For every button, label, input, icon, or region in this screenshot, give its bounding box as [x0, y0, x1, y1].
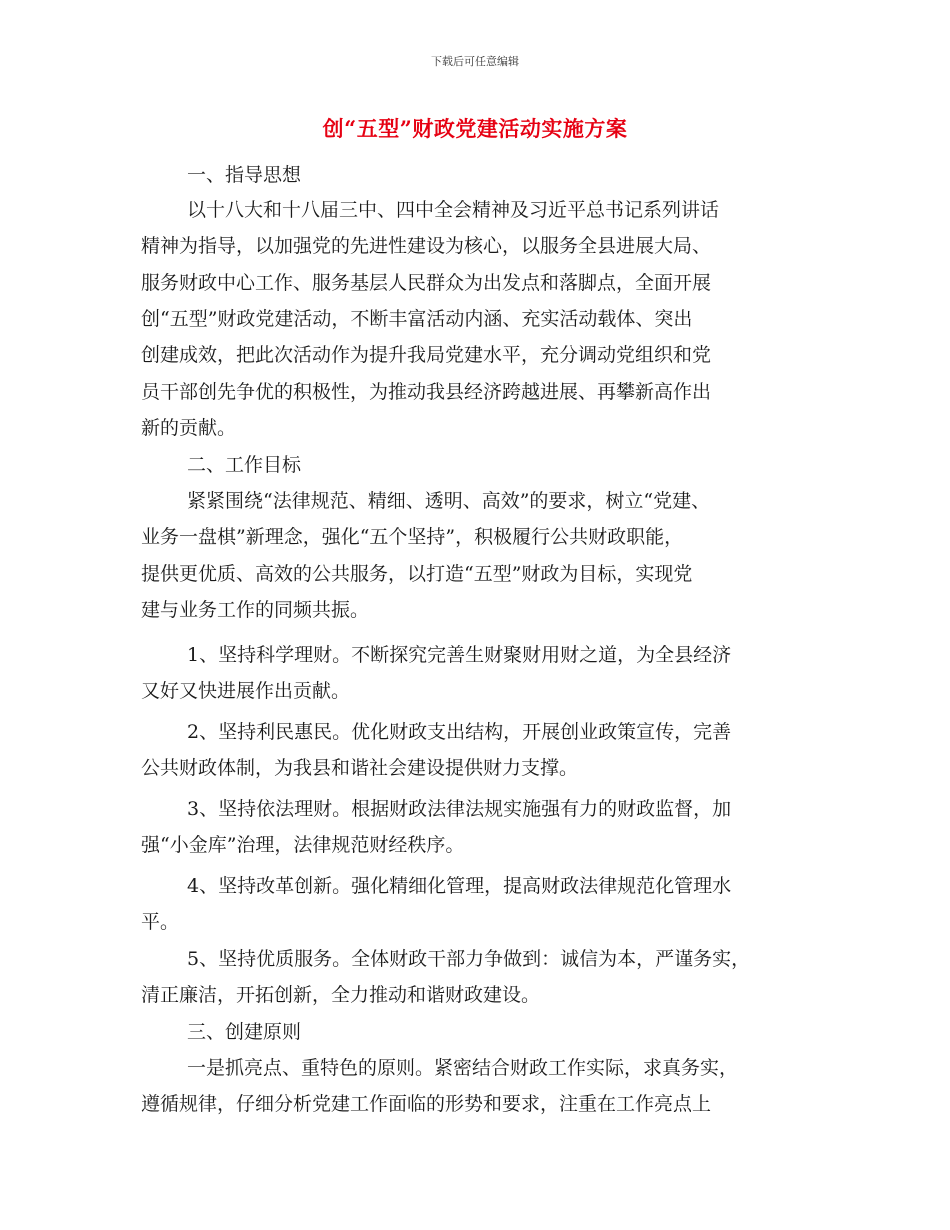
body-line: 4、坚持改革创新。强化精细化管理，提高财政法律规范化管理水	[187, 875, 732, 897]
body-line: 平。	[141, 911, 180, 933]
body-line: 一是抓亮点、重特色的原则。紧密结合财政工作实际，求真务实，	[187, 1057, 739, 1079]
body-line: 又好又快进展作出贡献。	[141, 680, 351, 702]
body-line: 业务一盘棋”新理念，强化“五个坚持”，积极履行公共财政职能，	[141, 526, 684, 548]
body-line: 1、坚持科学理财。不断探究完善生财聚财用财之道，为全县经济	[187, 644, 732, 666]
body-line: 公共财政体制，为我县和谐社会建设提供财力支撑。	[141, 757, 579, 779]
body-line: 服务财政中心工作、服务基层人民群众为出发点和落脚点，全面开展	[141, 272, 712, 294]
body-line: 创“五型”财政党建活动，不断丰富活动内涵、充实活动载体、突出	[141, 308, 693, 330]
document-title: 创“五型”财政党建活动实施方案	[322, 116, 628, 141]
body-line: 2、坚持利民惠民。优化财政支出结构，开展创业政策宣传，完善	[187, 721, 732, 743]
body-line: 一、指导思想	[187, 164, 302, 186]
body-line: 5、坚持优质服务。全体财政干部力争做到：诚信为本，严谨务实，	[187, 948, 751, 970]
body-line: 三、创建原则	[187, 1021, 302, 1043]
body-line: 3、坚持依法理财。根据财政法律法规实施强有力的财政监督，加	[187, 798, 732, 820]
body-line: 二、工作目标	[187, 454, 302, 476]
body-line: 精神为指导，以加强党的先进性建设为核心，以服务全县进展大局、	[141, 235, 712, 257]
body-line: 以十八大和十八届三中、四中全会精神及习近平总书记系列讲话	[187, 199, 720, 221]
body-line: 遵循规律，仔细分析党建工作面临的形势和要求，注重在工作亮点上	[141, 1093, 712, 1115]
body-line: 紧紧围绕“法律规范、精细、透明、高效”的要求，树立“党建、	[187, 490, 711, 512]
body-line: 清正廉洁，开拓创新，全力推动和谐财政建设。	[141, 984, 541, 1006]
body-line: 新的贡献。	[141, 417, 237, 439]
body-line: 强“小金库”治理，法律规范财经秩序。	[141, 834, 465, 856]
page-header-note: 下载后可任意编辑	[431, 55, 519, 68]
body-line: 员干部创先争优的积极性，为推动我县经济跨越进展、再攀新高作出	[141, 381, 712, 403]
body-line: 建与业务工作的同频共振。	[141, 599, 370, 621]
body-line: 创建成效，把此次活动作为提升我局党建水平，充分调动党组织和党	[141, 344, 712, 366]
body-line: 提供更优质、高效的公共服务，以打造“五型”财政为目标，实现党	[141, 563, 693, 585]
